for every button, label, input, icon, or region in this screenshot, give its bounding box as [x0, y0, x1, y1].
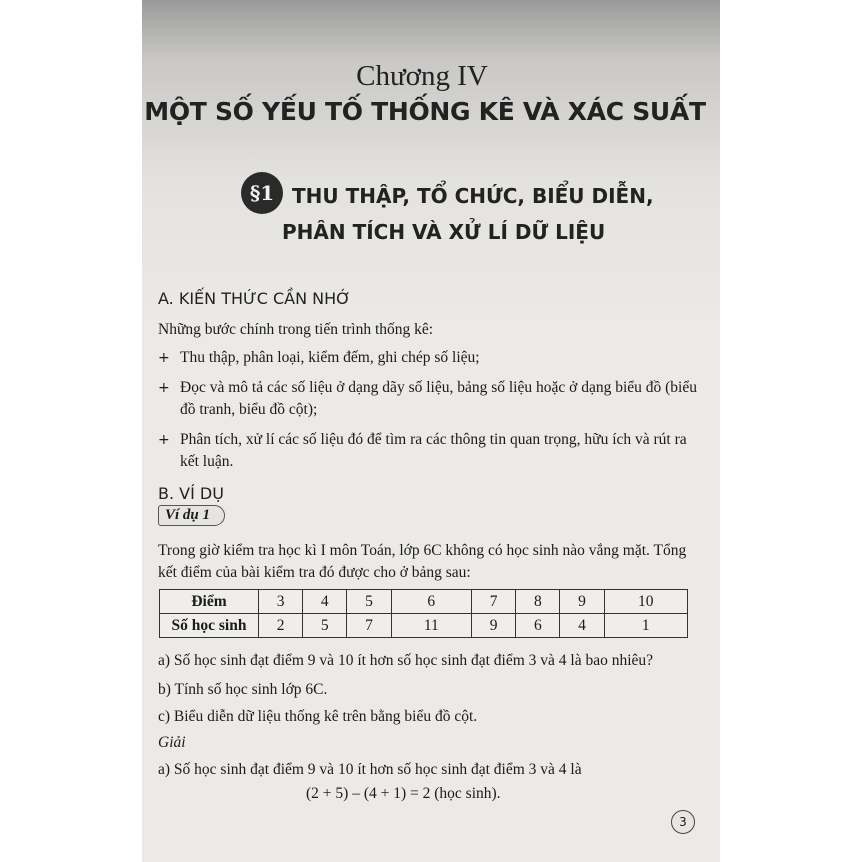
question-c: c) Biểu diễn dữ liệu thống kê trên bằng biểu đồ cột.	[158, 708, 478, 725]
example-label: Ví dụ 1	[158, 505, 225, 526]
section-badge-icon	[243, 174, 281, 212]
table-cell: 11	[391, 614, 471, 638]
solution-formula: (2 + 5) – (4 + 1) = 2 (học sinh).	[306, 785, 501, 802]
heading-a: A. KIẾN THỨC CẦN NHỚ	[158, 289, 351, 308]
table-row	[160, 614, 688, 638]
table-cell: 3	[259, 590, 303, 614]
table-cell: 1	[604, 614, 687, 638]
page-header-shading	[142, 0, 720, 330]
table-row	[160, 590, 688, 614]
book-page	[142, 0, 720, 862]
score-table	[159, 589, 688, 638]
plus-icon: +	[158, 432, 170, 448]
list-item	[158, 429, 706, 473]
plus-icon: +	[158, 350, 170, 366]
table-header-cell: Số học sinh	[160, 614, 259, 638]
question-a: a) Số học sinh đạt điểm 9 và 10 ít hơn số học sinh đạt điểm 3 và 4 là bao nhiêu?	[158, 652, 654, 669]
table-cell: 2	[259, 614, 303, 638]
chapter-title: MỘT SỐ YẾU TỐ THỐNG KÊ VÀ XÁC SUẤT	[144, 97, 706, 126]
list-item	[158, 377, 706, 421]
list-item	[158, 347, 706, 369]
heading-b: B. VÍ DỤ	[158, 484, 224, 503]
example-text: Trong giờ kiểm tra học kì I môn Toán, lớp 6C không có học sinh nào vắng mặt. Tổng kết điểm của bài kiểm tra đó được cho ở bảng sau:	[158, 542, 687, 581]
chapter-number: Chương IV	[356, 60, 488, 92]
table-cell: 5	[303, 614, 347, 638]
table-cell: 6	[391, 590, 471, 614]
solution-a: a) Số học sinh đạt điểm 9 và 10 ít hơn số học sinh đạt điểm 3 và 4 là	[158, 761, 582, 778]
bullet-text: Phân tích, xử lí các số liệu đó để tìm ra các thông tin quan trọng, hữu ích và rút ra kết luận.	[180, 431, 687, 470]
section-badge-label: §1	[249, 181, 275, 205]
table-cell: 6	[516, 614, 560, 638]
intro-text: Những bước chính trong tiến trình thống kê:	[158, 321, 434, 338]
table-cell: 9	[472, 614, 516, 638]
solution-label: Giải	[158, 734, 186, 751]
bullet-list	[158, 347, 706, 481]
section-title-line1: THU THẬP, TỔ CHỨC, BIỂU DIỄN,	[292, 184, 654, 208]
question-b: b) Tính số học sinh lớp 6C.	[158, 681, 328, 698]
section-title-line2: PHÂN TÍCH VÀ XỬ LÍ DỮ LIỆU	[282, 220, 606, 244]
table-cell: 5	[347, 590, 391, 614]
plus-icon: +	[158, 380, 170, 396]
table-cell: 7	[472, 590, 516, 614]
section-title	[282, 178, 712, 250]
bullet-text: Đọc và mô tả các số liệu ở dạng dãy số liệu, bảng số liệu hoặc ở dạng biểu đồ (biểu đồ tranh, biểu đồ cột);	[180, 379, 697, 418]
table-cell: 10	[604, 590, 687, 614]
table-header-cell: Điểm	[160, 590, 259, 614]
page-number: 3	[671, 810, 695, 834]
table-cell: 4	[560, 614, 604, 638]
table-cell: 7	[347, 614, 391, 638]
table-cell: 4	[303, 590, 347, 614]
bullet-text: Thu thập, phân loại, kiểm đếm, ghi chép số liệu;	[180, 349, 480, 366]
table-cell: 8	[516, 590, 560, 614]
table-cell: 9	[560, 590, 604, 614]
